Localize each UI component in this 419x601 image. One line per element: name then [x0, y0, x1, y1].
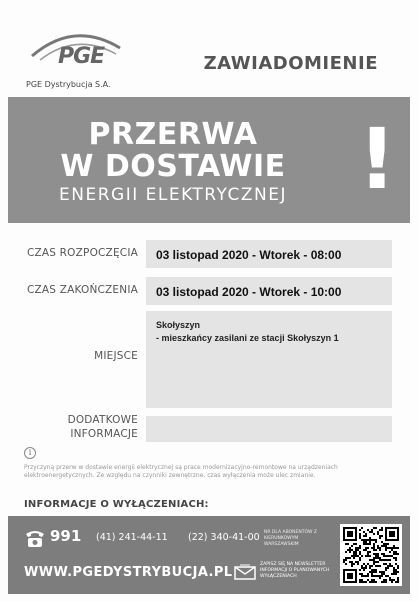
additional-info-field	[146, 416, 392, 442]
start-time-value: 03 listopad 2020 - Wtorek - 08:00	[156, 248, 342, 262]
start-time-field	[146, 240, 392, 268]
contact-footer	[8, 516, 410, 594]
place-value	[156, 319, 339, 345]
phone-number-2[interactable]: (22) 340-41-00	[188, 532, 260, 543]
end-time-value: 03 listopad 2020 - Wtorek - 10:00	[156, 285, 342, 299]
additional-info-label-line-1: DODATKOWE	[67, 414, 138, 426]
banner-line-3: ENERGII ELEKTRYCZNEJ	[59, 185, 287, 205]
document-title: ZAWIADOMIENIE	[203, 53, 378, 74]
outage-banner	[8, 97, 410, 223]
place-line-2: - mieszkańcy zasilani ze stacji Skołyszyn 1	[156, 333, 339, 343]
phone-number-1[interactable]: (41) 241-44-11	[96, 532, 168, 543]
place-label: MIEJSCE	[94, 350, 138, 362]
logo-text: PGE	[58, 44, 105, 69]
pge-logo	[26, 26, 126, 94]
info-icon: i	[24, 447, 36, 459]
start-time-label: CZAS ROZPOCZĘCIA	[26, 247, 138, 259]
place-field	[146, 311, 392, 408]
qr-code-icon[interactable]	[340, 524, 402, 586]
phone-note: NR DLA ABONENTÓW Z KIERUNKOWYM WARSZAWSKIM	[264, 530, 317, 547]
banner-line-2: W DOSTAWIE	[60, 149, 286, 184]
phone-icon	[24, 528, 46, 548]
end-time-label: CZAS ZAKOŃCZENIA	[26, 284, 138, 296]
additional-info-label	[16, 413, 138, 441]
additional-info-label-line-2: INFORMACJE	[70, 428, 138, 440]
company-name: PGE Dystrybucja S.A.	[26, 80, 111, 89]
footnote-text: Przyczyną przerw w dostawie energii elektrycznej są prace modernizacyjno-remontowe na urządzeniach elektroenergetycznych. Ze względu na czynniki zewnętrzne, czas wyłączenia może ulec zmianie.	[24, 464, 338, 479]
website-link[interactable]: WWW.PGEDYSTRYBUCJA.PL	[24, 565, 233, 580]
mail-icon	[234, 564, 256, 580]
end-time-field	[146, 277, 392, 305]
banner-line-1: PRZERWA	[88, 117, 258, 152]
outage-info-title: INFORMACJE O WYŁĄCZENIACH:	[24, 499, 209, 510]
place-line-1: Skołyszyn	[156, 320, 201, 330]
exclamation-icon: !	[358, 110, 397, 208]
emergency-phone[interactable]: 991	[50, 527, 82, 545]
newsletter-text[interactable]: ZAPISZ SIĘ NA NEWSLETTER INFORMACJI O PLANOWANYCH WYŁĄCZENIACH	[260, 562, 330, 579]
qr-code-graphic	[343, 527, 399, 583]
